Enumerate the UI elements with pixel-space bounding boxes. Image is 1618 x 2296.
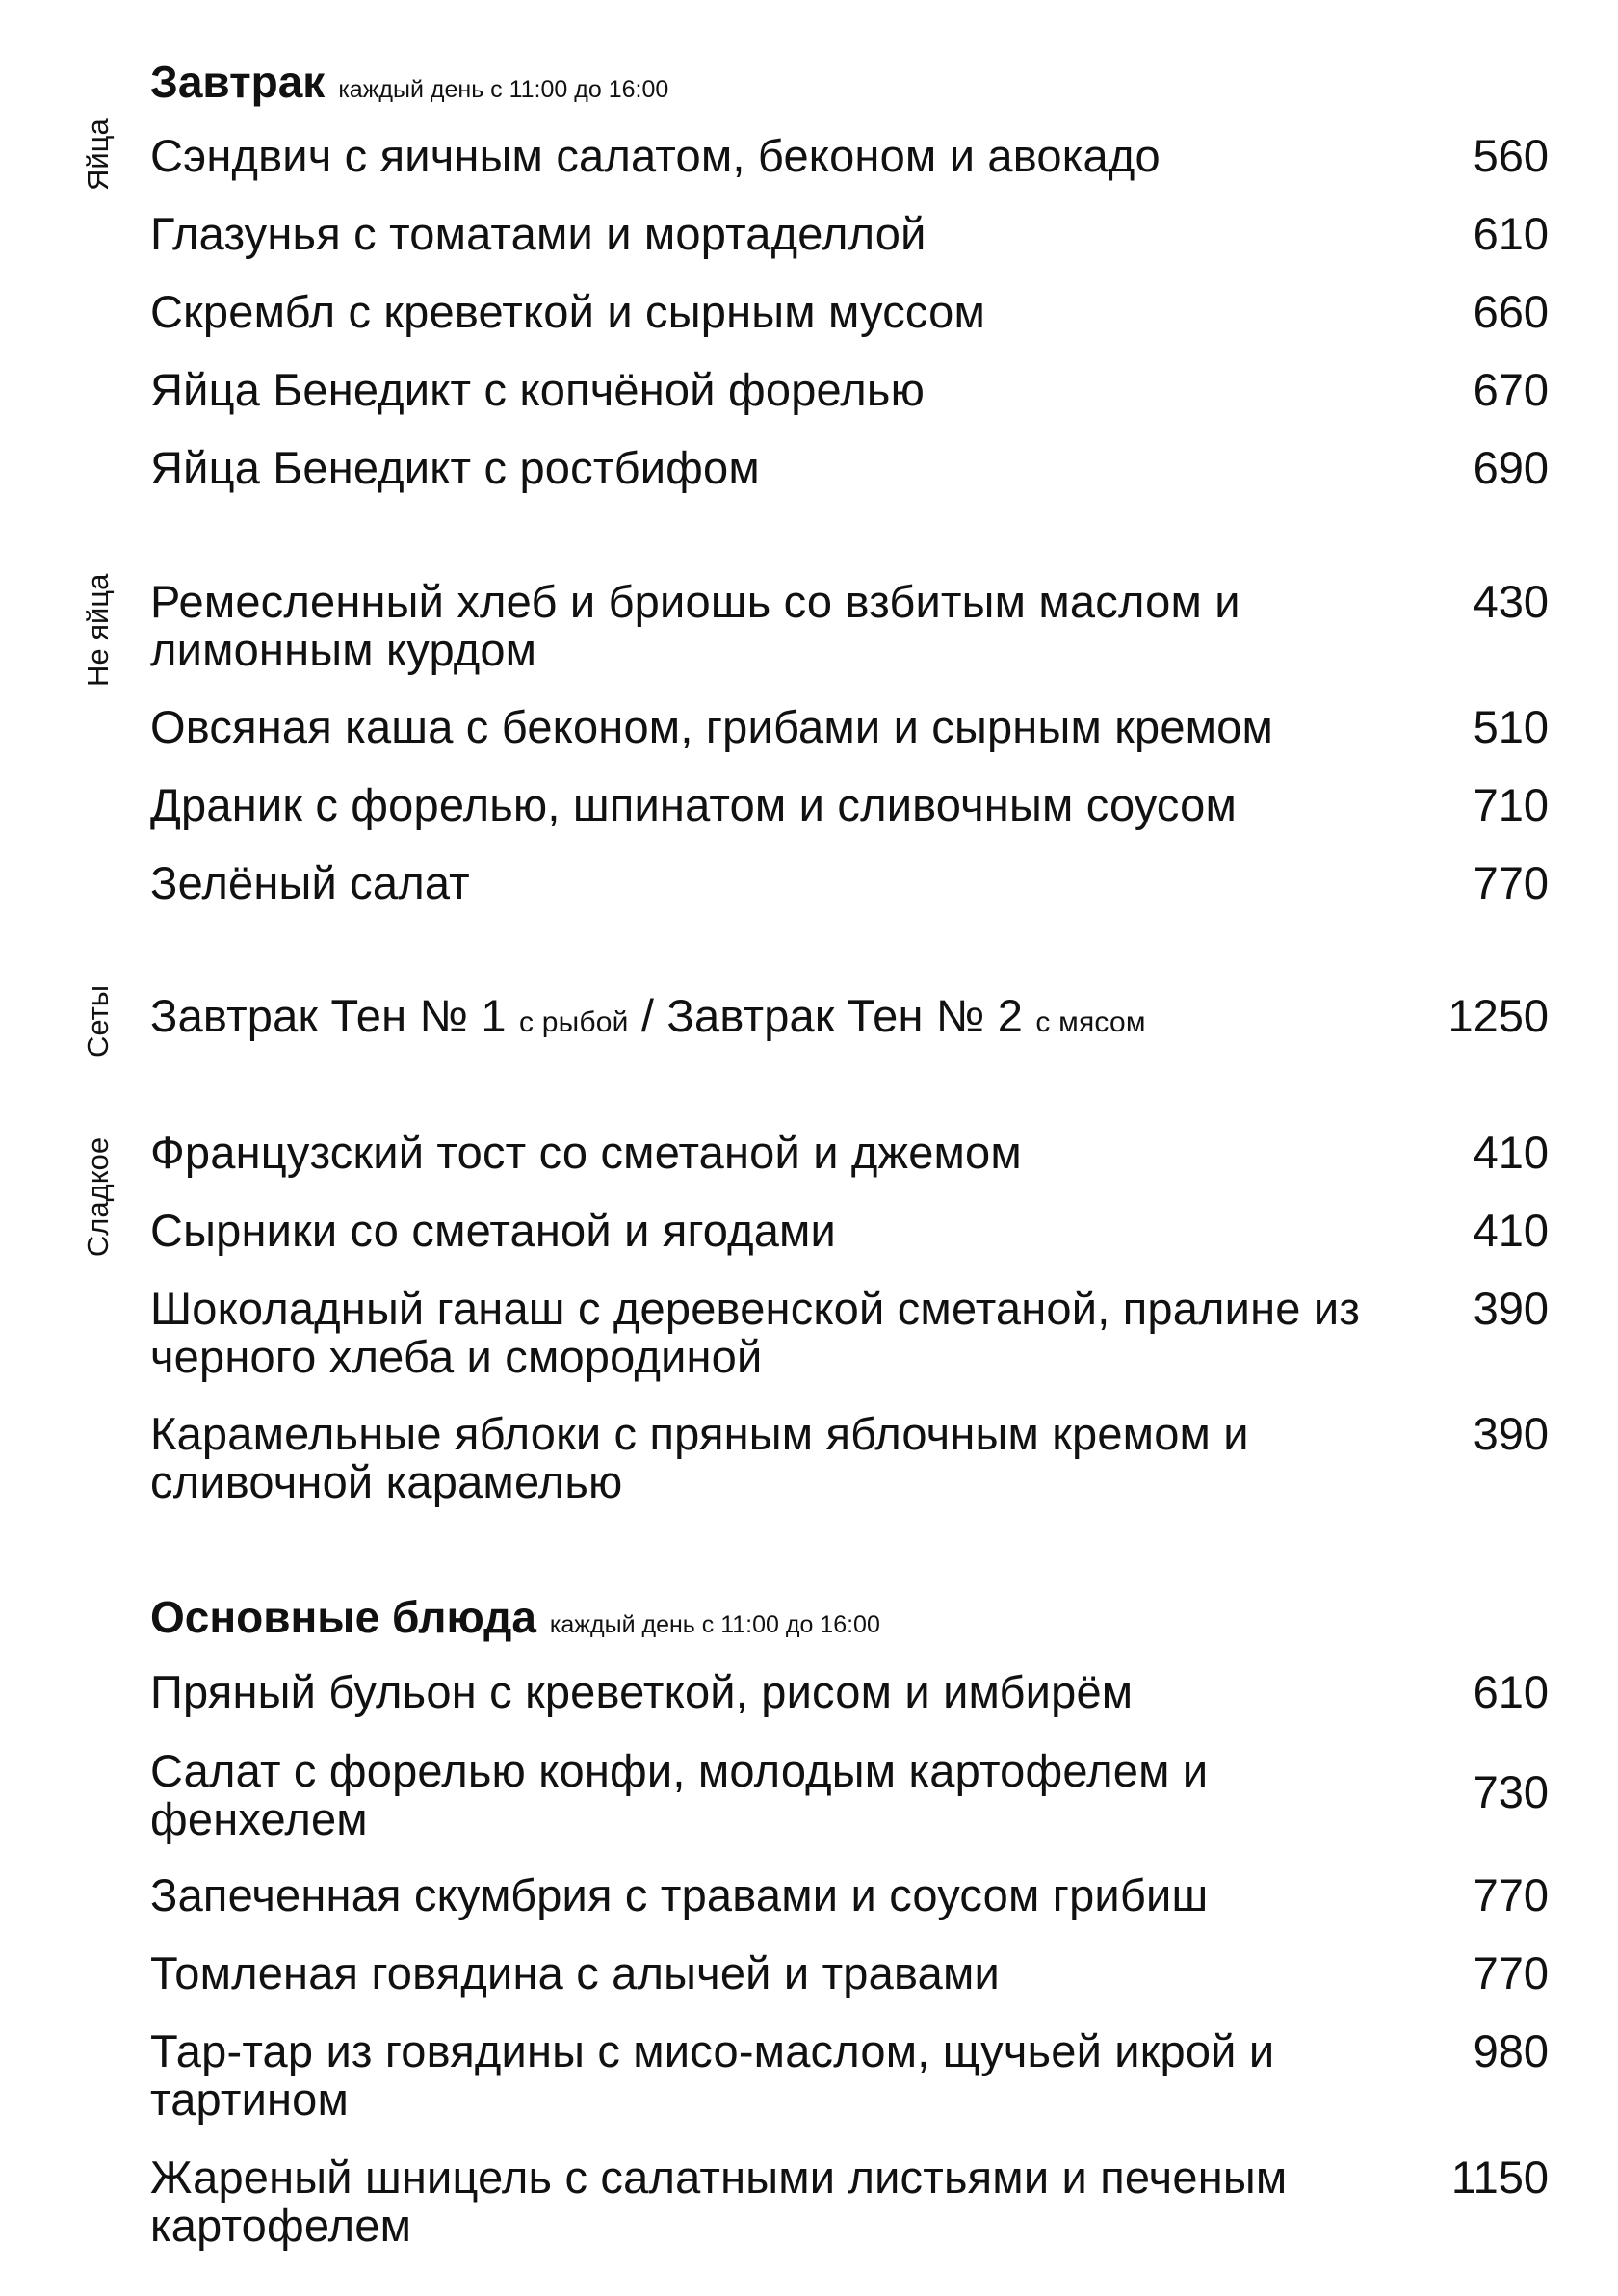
menu-item bbox=[150, 781, 1549, 829]
menu-item-price: 610 bbox=[1473, 208, 1549, 259]
menu-item-price: 730 bbox=[1473, 1766, 1549, 1817]
menu-item-price: 560 bbox=[1473, 130, 1549, 181]
menu-item-price: 410 bbox=[1473, 1127, 1549, 1178]
menu-item-price: 690 bbox=[1473, 442, 1549, 493]
menu-item-price: 710 bbox=[1473, 779, 1549, 830]
menu-item-name: Сэндвич с яичным салатом, беконом и авокадо bbox=[150, 130, 1161, 181]
menu-item bbox=[150, 132, 1549, 180]
menu-item-name: Сырники со сметаной и ягодами bbox=[150, 1205, 837, 1256]
menu-item bbox=[150, 1668, 1549, 1716]
menu-item-name: Яйца Бенедикт с копчёной форелью bbox=[150, 364, 926, 415]
set-2-note: с мясом bbox=[1035, 1006, 1146, 1038]
menu-item-name: Шоколадный ганаш с деревенской сметаной, пралине из черного хлеба и смородиной bbox=[150, 1283, 1361, 1382]
menu-item-price: 610 bbox=[1473, 1666, 1549, 1717]
menu-item bbox=[150, 578, 1549, 674]
menu-item-name: Запеченная скумбрия с травами и соусом грибиш bbox=[150, 1869, 1209, 1920]
set-1-name: Завтрак Тен № 1 bbox=[150, 990, 507, 1041]
menu-item-name: Салат с форелью конфи, молодым картофелем и фенхелем bbox=[150, 1745, 1209, 1844]
menu-item-price: 770 bbox=[1473, 857, 1549, 908]
menu-item bbox=[150, 1129, 1549, 1177]
menu-item-price: 770 bbox=[1473, 1947, 1549, 1998]
menu-item bbox=[150, 1871, 1549, 1919]
menu-item bbox=[150, 1949, 1549, 1997]
section-schedule: каждый день с 11:00 до 16:00 bbox=[549, 1611, 880, 1638]
menu-item-price: 390 bbox=[1473, 1408, 1549, 1459]
menu-item-name: Драник с форелью, шпинатом и сливочным соусом bbox=[150, 779, 1238, 830]
menu-item bbox=[150, 1285, 1549, 1381]
menu-item-price: 390 bbox=[1473, 1283, 1549, 1334]
section-title: Основные блюда bbox=[150, 1592, 536, 1642]
menu-item-name: Яйца Бенедикт с ростбифом bbox=[150, 442, 760, 493]
category-label-no-eggs: Не яйца bbox=[81, 573, 115, 687]
category-label-eggs: Яйца bbox=[81, 118, 115, 191]
section-title: Завтрак bbox=[150, 57, 326, 107]
menu-item bbox=[150, 366, 1549, 414]
menu-item-name: Французский тост со сметаной и джемом bbox=[150, 1127, 1022, 1178]
menu-item-name: Карамельные яблоки с пряным яблочным кремом и сливочной карамелью bbox=[150, 1408, 1249, 1507]
menu-item-sets bbox=[150, 992, 1549, 1047]
menu-item-price: 770 bbox=[1473, 1869, 1549, 1920]
menu-item bbox=[150, 288, 1549, 336]
menu-item-name: Пряный бульон с креветкой, рисом и имбирём bbox=[150, 1666, 1134, 1717]
menu-item-price: 1250 bbox=[1448, 990, 1549, 1041]
set-2-name: Завтрак Тен № 2 bbox=[666, 990, 1024, 1041]
menu-item-name: Глазунья с томатами и мортаделлой bbox=[150, 208, 926, 259]
menu-item-price: 980 bbox=[1473, 2025, 1549, 2076]
menu-item-name: Зелёный салат bbox=[150, 857, 470, 908]
breakfast-section-header bbox=[150, 56, 668, 108]
section-schedule: каждый день с 11:00 до 16:00 bbox=[338, 76, 669, 103]
menu-item-name: Овсяная каша с беконом, грибами и сырным кремом bbox=[150, 701, 1274, 752]
menu-item-name: Тар-тар из говядины с мисо-маслом, щучьей икрой и тартином bbox=[150, 2025, 1275, 2125]
menu-item-price: 410 bbox=[1473, 1205, 1549, 1256]
set-separator: / bbox=[640, 990, 655, 1041]
menu-item-price: 660 bbox=[1473, 286, 1549, 337]
menu-item bbox=[150, 1410, 1549, 1506]
menu-item bbox=[150, 703, 1549, 751]
menu-item-name: Скрембл с креветкой и сырным муссом bbox=[150, 286, 985, 337]
category-label-sets: Сеты bbox=[81, 984, 115, 1057]
menu-item bbox=[150, 2153, 1549, 2250]
menu-item bbox=[150, 1207, 1549, 1255]
menu-item-price: 430 bbox=[1473, 576, 1549, 627]
menu-item-name: Жареный шницель с салатными листьями и печеным картофелем bbox=[150, 2152, 1288, 2251]
menu-item bbox=[150, 210, 1549, 258]
set-1-note: с рыбой bbox=[519, 1006, 629, 1038]
mains-section-header bbox=[150, 1591, 880, 1643]
menu-item-name: Томленая говядина с алычей и травами bbox=[150, 1947, 1000, 1998]
menu-item-name: Ремесленный хлеб и бриошь со взбитым маслом и лимонным курдом bbox=[150, 576, 1240, 675]
menu-item bbox=[150, 859, 1549, 907]
menu-item bbox=[150, 1747, 1549, 1843]
menu-item-price: 510 bbox=[1473, 701, 1549, 752]
menu-item-price: 670 bbox=[1473, 364, 1549, 415]
menu-item-price: 1150 bbox=[1450, 2152, 1549, 2203]
menu-item bbox=[150, 2027, 1549, 2124]
menu-item-name bbox=[150, 992, 1402, 1047]
category-label-sweet: Сладкое bbox=[81, 1136, 115, 1258]
menu-item bbox=[150, 444, 1549, 492]
